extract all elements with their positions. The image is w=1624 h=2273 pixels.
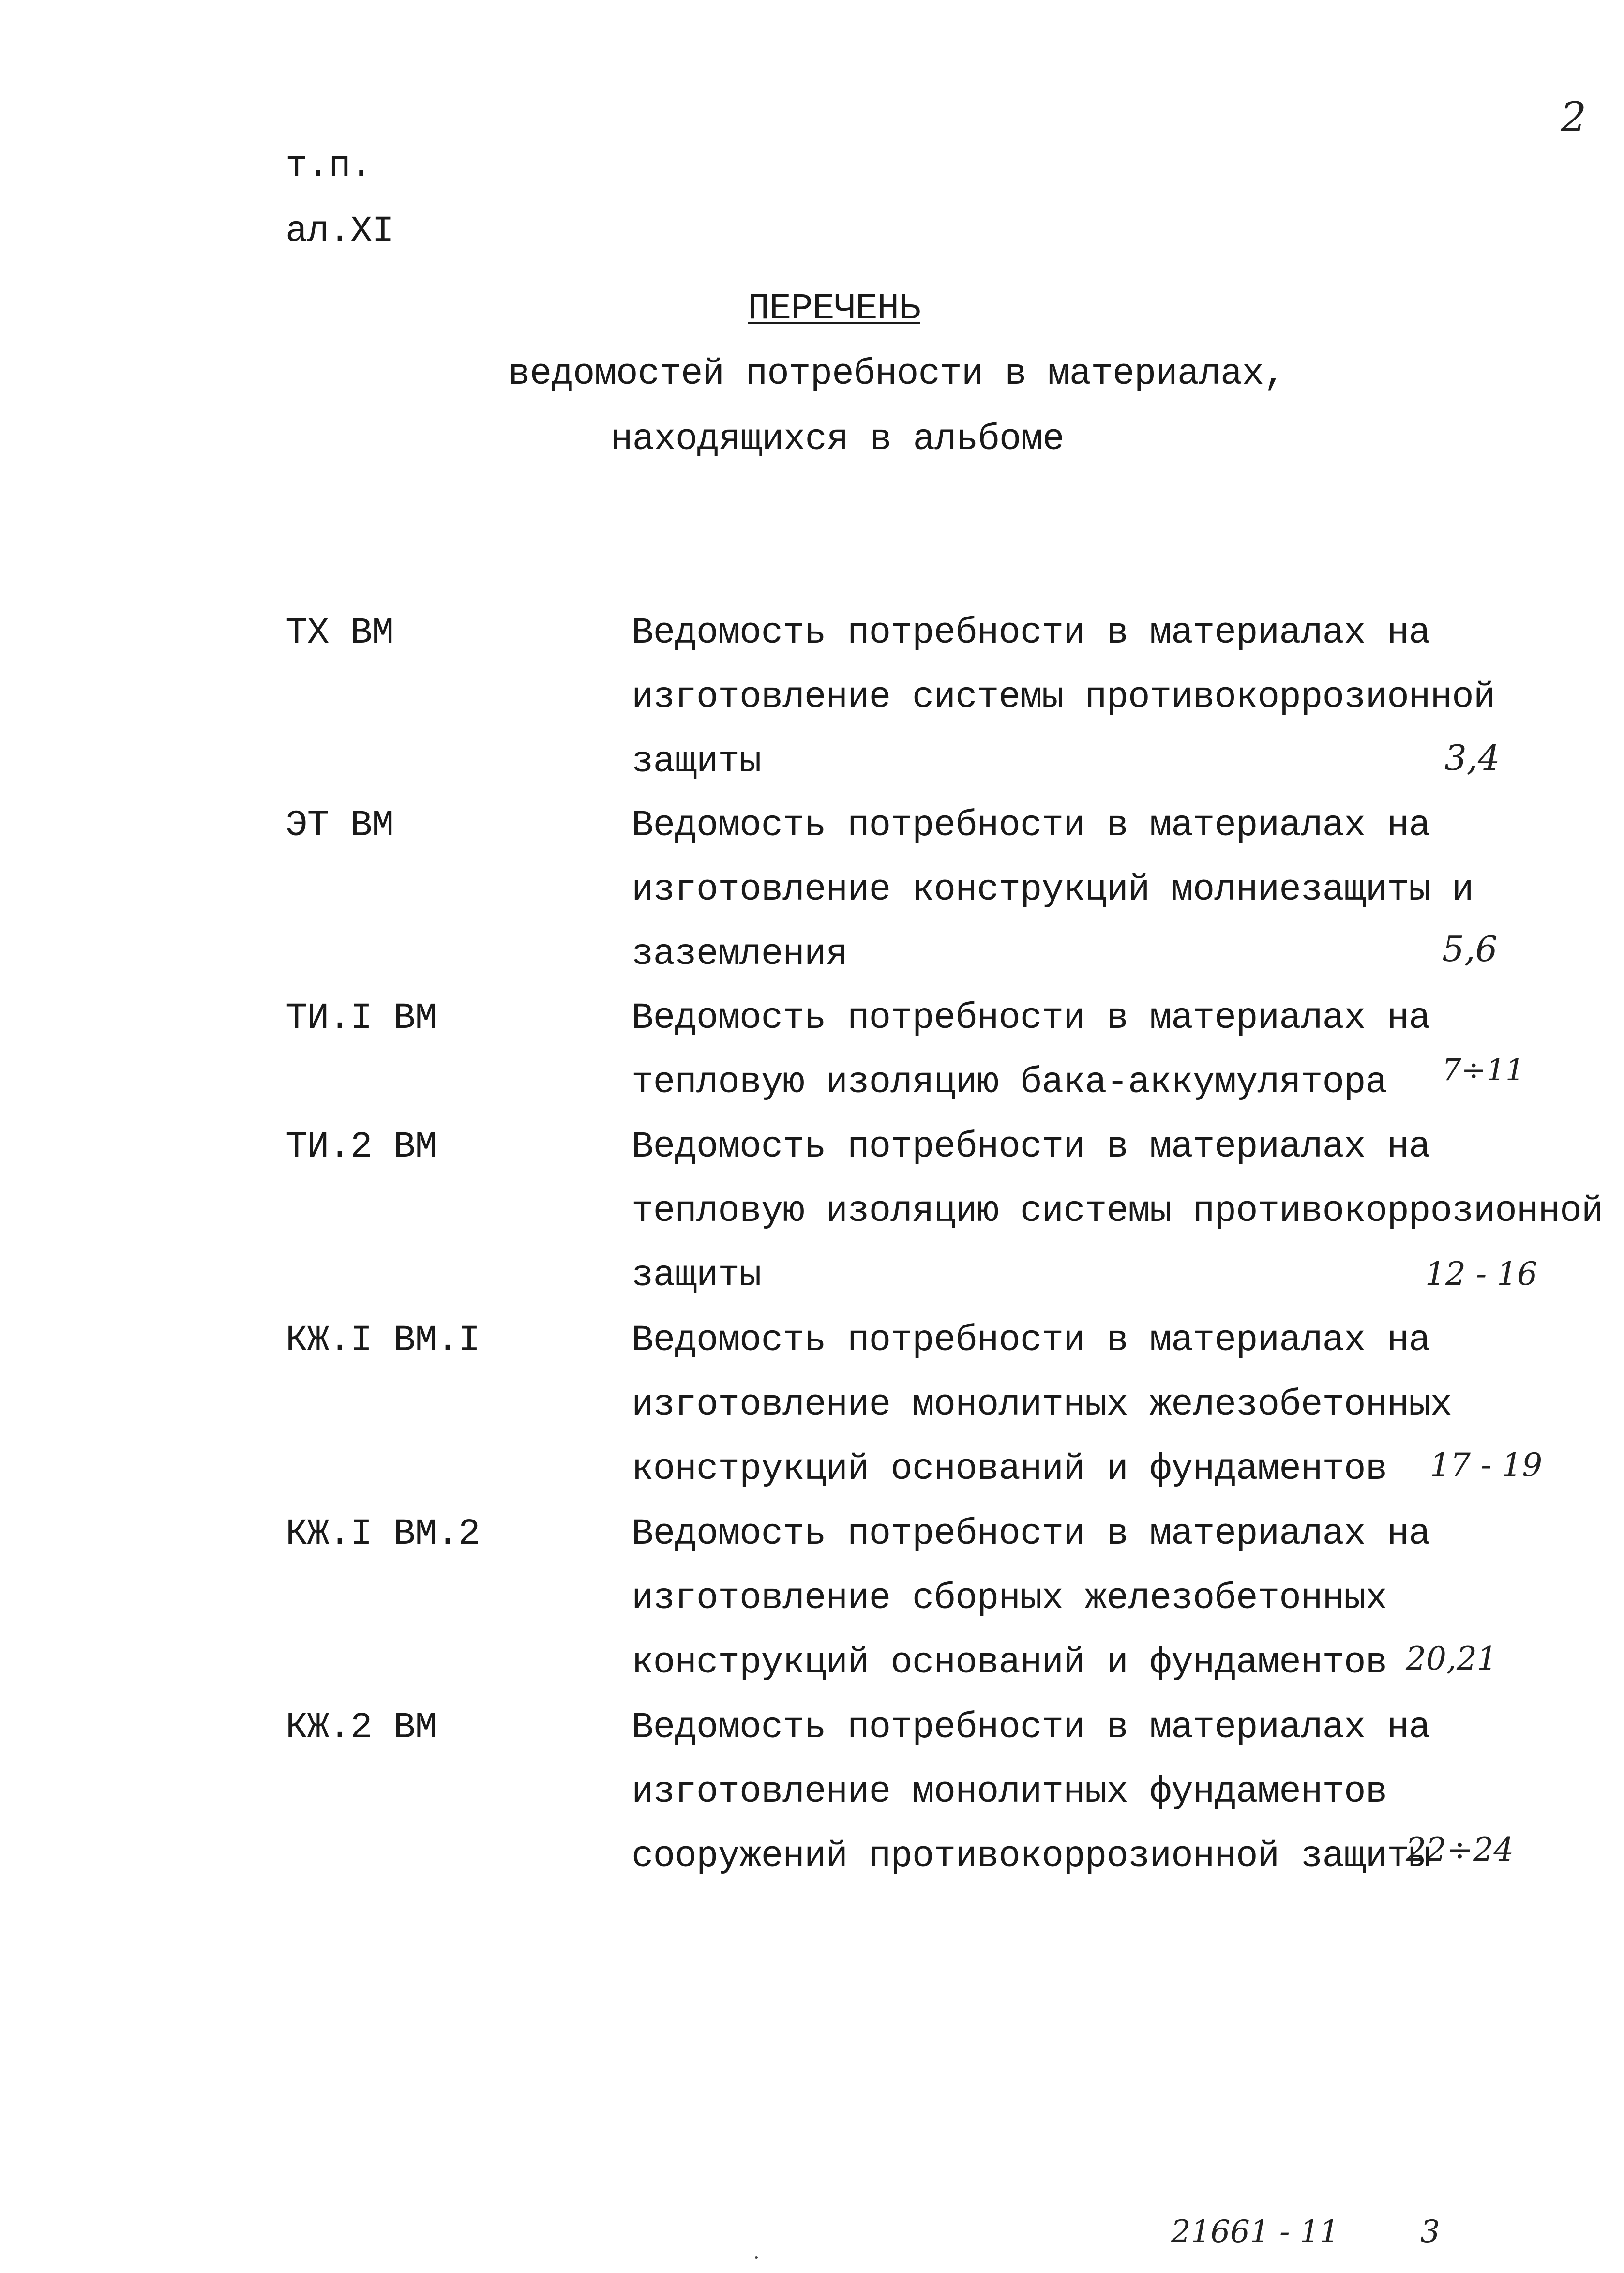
header-line-album: ал.XI — [286, 211, 394, 252]
header-line-tp: т.п. — [286, 145, 372, 187]
entry-description-line: тепловую изоляцию бака-аккумулятора — [632, 1062, 1387, 1103]
entry-description-line: сооружений противокоррозионной защиты — [632, 1836, 1430, 1877]
entry-description-line: изготовление монолитных фундаментов — [632, 1771, 1387, 1813]
entry-description-line: Ведомость потребности в материалах на — [632, 1126, 1430, 1168]
entry-description-line: Ведомость потребности в материалах на — [632, 1707, 1430, 1748]
entry-page-range: 7÷11 — [1442, 1052, 1525, 1087]
entry-description-line: защиты — [632, 1255, 761, 1296]
entry-description-line: Ведомость потребности в материалах на — [632, 612, 1430, 654]
scan-speck — [755, 2256, 758, 2259]
entry-description-line: Ведомость потребности в материалах на — [632, 1513, 1430, 1555]
entry-description-line: изготовление конструкций молниезащиты и — [632, 869, 1474, 911]
entry-code: КЖ.I ВМ.2 — [286, 1513, 480, 1555]
entry-page-range: 17 - 19 — [1430, 1446, 1543, 1484]
entry-page-range: 12 - 16 — [1425, 1255, 1538, 1293]
entry-description-line: Ведомость потребности в материалах на — [632, 1320, 1430, 1361]
entry-description-line: Ведомость потребности в материалах на — [632, 997, 1430, 1039]
entry-description-line: изготовление сборных железобетонных — [632, 1578, 1387, 1619]
entry-page-range: 3,4 — [1444, 738, 1500, 778]
entry-page-range: 20,21 — [1406, 1640, 1497, 1677]
document-title: ПЕРЕЧЕНЬ — [748, 288, 920, 330]
entry-page-range: 22÷24 — [1406, 1831, 1514, 1868]
entry-code: КЖ.2 ВМ — [286, 1707, 437, 1748]
entry-code: КЖ.I ВМ.I — [286, 1320, 480, 1361]
entry-code: ТИ.2 ВМ — [286, 1126, 437, 1168]
entry-description-line: тепловую изоляцию системы противокоррозионной — [632, 1190, 1603, 1232]
entry-description-line: изготовление монолитных железобетонных — [632, 1384, 1452, 1426]
entry-description-line: защиты — [632, 741, 761, 783]
page-number-top: 2 — [1561, 93, 1587, 141]
document-subtitle-line1: ведомостей потребности в материалах, — [508, 353, 1285, 395]
entry-description-line: конструкций оснований и фундаментов — [632, 1448, 1387, 1490]
entry-description-line: Ведомость потребности в материалах на — [632, 805, 1430, 846]
footer-sheet-number: 3 — [1420, 2214, 1440, 2250]
entry-description-line: изготовление системы противокоррозионной — [632, 677, 1495, 718]
document-subtitle-line2: находящихся в альбоме — [611, 419, 1064, 460]
entry-code: ТХ ВМ — [286, 612, 394, 654]
entry-description-line: заземления — [632, 933, 848, 975]
footer-doc-number: 21661 - 11 — [1171, 2214, 1339, 2250]
entry-code: ЭТ ВМ — [286, 805, 394, 846]
entry-page-range: 5,6 — [1442, 929, 1498, 969]
entry-code: ТИ.I ВМ — [286, 997, 437, 1039]
entry-description-line: конструкций оснований и фундаментов — [632, 1642, 1387, 1684]
